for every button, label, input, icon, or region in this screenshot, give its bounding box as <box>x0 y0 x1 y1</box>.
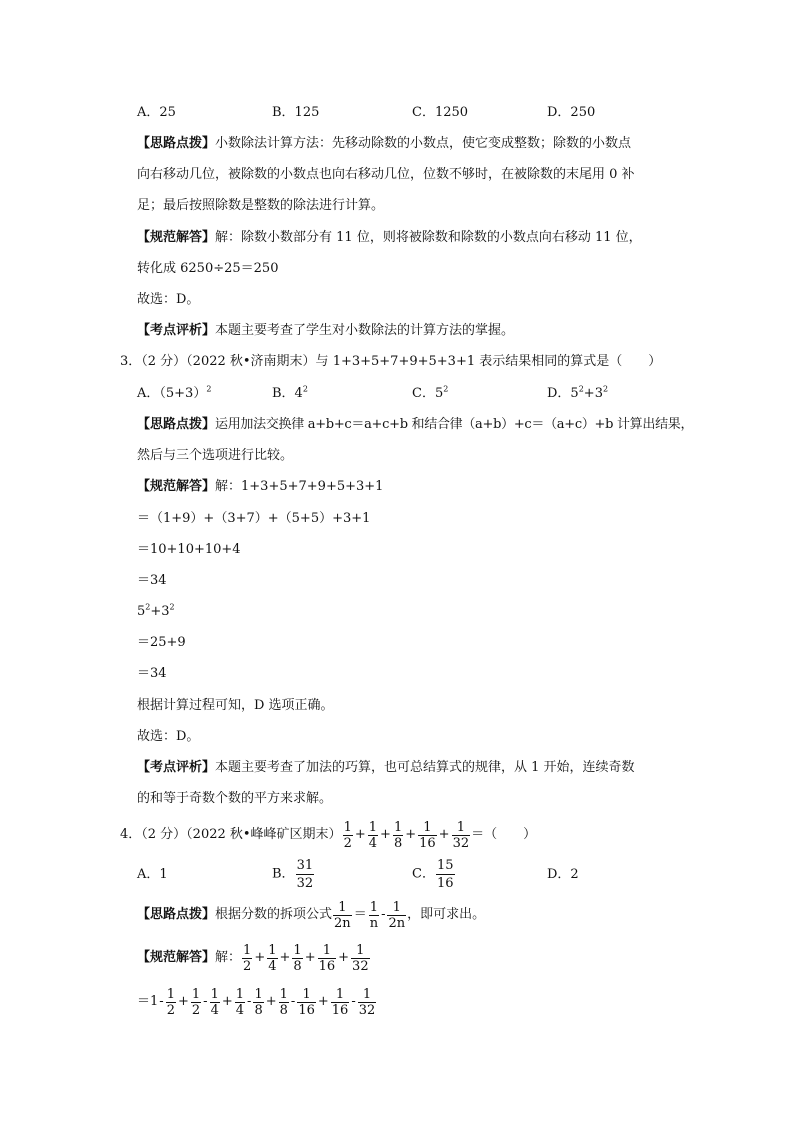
q4-stem-prefix: 4．（2 分）（2022 秋•峰峰矿区期末） <box>120 827 342 842</box>
q2-option-b: B．125 <box>272 105 320 120</box>
q4-solution-plus: + <box>338 950 350 965</box>
q3-solution-line-1 <box>137 479 383 495</box>
q3-option-b-base: B．4 <box>272 386 303 401</box>
q4-solution-fraction-denominator: 8 <box>293 958 302 974</box>
q4-option-b-numerator: 31 <box>296 858 314 873</box>
q4-hint-fraction-2-num: 1 <box>369 899 379 915</box>
q3-hint-text-1: 运用加法交换律 a+b+c＝a+c+b 和结合律（a+b）+c＝（a+c）+b 计算出结果， <box>215 417 694 432</box>
q4-stem-fraction <box>418 820 437 851</box>
q4-stem-fraction-denominator: 8 <box>393 835 403 851</box>
q4-solution-fraction <box>242 943 252 974</box>
q4-step-minus: - <box>351 994 356 1009</box>
q4-step-fraction <box>279 987 289 1018</box>
q2-review-tag: 【考点评析】 <box>137 323 216 338</box>
q4-step-fraction <box>235 987 245 1018</box>
q4-hint-fraction-3-den: 2n <box>388 915 406 931</box>
q4-step-fraction-numerator: 1 <box>331 987 350 1003</box>
q4-step-fraction-denominator: 8 <box>279 1002 288 1018</box>
q4-solution-fraction-denominator: 32 <box>352 958 369 974</box>
q4-option-b-denominator: 32 <box>296 876 314 891</box>
q4-stem-fraction-denominator: 32 <box>452 835 470 851</box>
q4-step-fraction-denominator: 4 <box>235 1002 245 1018</box>
q4-option-c-numerator: 15 <box>436 858 454 873</box>
q3-step-5: ＝34 <box>137 666 167 681</box>
q3-expr2-b: +3 <box>150 604 170 619</box>
q3-option-c-exp: 2 <box>443 384 449 394</box>
q4-solution-fraction-denominator: 16 <box>318 958 336 974</box>
q3-option-d <box>547 386 608 402</box>
q4-step-fraction-denominator: 8 <box>254 1002 263 1018</box>
q4-step-minus: - <box>247 994 252 1009</box>
q4-step-fraction-numerator: 1 <box>358 987 377 1003</box>
q4-hint-fraction-1 <box>333 900 352 931</box>
q4-stem-fraction-numerator: 1 <box>393 819 403 835</box>
q4-hint-minus: - <box>381 907 386 922</box>
q2-review-text: 本题主要考查了学生对小数除法的计算方法的掌握。 <box>215 323 515 338</box>
q3-step-1: ＝（1+9）+（3+7）+（5+5）+3+1 <box>137 511 371 526</box>
q4-hint-tag: 【思路点拨】 <box>137 907 216 922</box>
q4-step-plus: + <box>177 994 189 1009</box>
q4-solution-fraction-numerator: 1 <box>243 942 252 958</box>
q4-solution-plus: + <box>304 950 316 965</box>
q2-review <box>137 323 514 339</box>
q4-hint-equals: ＝ <box>353 907 367 922</box>
q3-option-c <box>412 386 448 402</box>
q4-step-fraction-denominator: 32 <box>358 1002 376 1018</box>
q4-step-fraction <box>191 987 201 1018</box>
q4-hint-end: ，即可求出。 <box>407 907 486 922</box>
q3-option-d-exp: 2 <box>578 384 584 394</box>
q3-expr2-exp1: 2 <box>145 602 151 612</box>
q3-review-line-1 <box>137 760 635 776</box>
q3-option-a <box>137 386 211 402</box>
q4-hint-fraction-1-den: 2n <box>334 915 351 931</box>
q3-step-3: ＝34 <box>137 573 167 588</box>
q3-solution-text-1: 解：1+3+5+7+9+5+3+1 <box>215 479 384 494</box>
q4-hint-text: 根据分数的拆项公式 <box>215 907 333 922</box>
q3-step-4: ＝25+9 <box>137 635 186 650</box>
q4-step-plus: + <box>221 994 233 1009</box>
q4-step-expression <box>158 986 377 1018</box>
q4-solution-plus: + <box>279 950 291 965</box>
q4-solution-fraction <box>351 943 370 974</box>
q2-solution-tag: 【规范解答】 <box>137 230 216 245</box>
q2-hint-tag: 【思路点拨】 <box>137 136 216 151</box>
q4-step-fraction-numerator: 1 <box>210 986 219 1002</box>
q4-solution-fraction-numerator: 1 <box>293 942 302 958</box>
q3-hint-tag: 【思路点拨】 <box>137 417 216 432</box>
q4-step-fraction-numerator: 1 <box>191 986 201 1002</box>
q4-option-c-label: C． <box>412 866 435 882</box>
q4-stem-fraction <box>452 820 471 851</box>
q4-solution-fraction-denominator: 4 <box>268 958 277 974</box>
q4-stem-suffix: ＝（ ） <box>471 827 537 842</box>
q3-review-text-1: 本题主要考查了加法的巧算，也可总结算式的规律，从 1 开始，连续奇数 <box>215 760 635 775</box>
q4-hint-fraction-2-den: n <box>369 915 379 931</box>
q4-option-c-denominator: 16 <box>436 876 454 891</box>
q2-solution-line-1 <box>137 230 642 246</box>
q4-solution-fraction-numerator: 1 <box>318 943 337 959</box>
q3-option-a-exp: 2 <box>206 384 212 394</box>
q4-step-fraction-numerator: 1 <box>297 987 316 1003</box>
q2-hint-text-1: 小数除法计算方法：先移动除数的小数点，使它变成整数；除数的小数点 <box>215 136 632 151</box>
q4-solution-expression <box>241 942 371 974</box>
q3-answer: 故选：D。 <box>137 729 200 744</box>
q4-solution-line-1 <box>137 941 371 976</box>
q4-hint-fraction-3 <box>387 900 406 931</box>
q4-step-minus: - <box>203 994 208 1009</box>
q4-stem-fraction <box>343 820 353 851</box>
q4-stem <box>120 818 536 853</box>
q4-solution-fraction-numerator: 1 <box>268 942 277 958</box>
q4-solution-fraction-denominator: 2 <box>243 958 252 974</box>
q4-stem-plus: + <box>354 827 366 842</box>
q4-step-fraction-denominator: 4 <box>210 1002 219 1018</box>
q4-option-d: D．2 <box>547 867 579 882</box>
q4-hint-fraction-3-num: 1 <box>387 900 406 916</box>
q4-step-fraction-numerator: 1 <box>235 986 245 1002</box>
q4-stem-fraction-denominator: 2 <box>343 835 352 851</box>
q4-step-fraction <box>253 987 263 1018</box>
q2-answer: 故选：D。 <box>137 292 200 307</box>
q4-step-fraction <box>331 987 350 1018</box>
q3-option-d-base: D．5 <box>547 386 579 401</box>
q4-stem-fraction-numerator: 1 <box>452 820 471 836</box>
q3-option-b-exp: 2 <box>302 384 308 394</box>
q2-hint-line-1 <box>137 136 631 152</box>
q4-step-fraction <box>166 987 176 1018</box>
q4-stem-plus: + <box>438 827 450 842</box>
q4-hint-fraction-1-num: 1 <box>333 900 352 916</box>
q4-step-fraction-numerator: 1 <box>254 986 263 1002</box>
q4-step-minus: - <box>290 994 296 1009</box>
q3-expression-2 <box>137 604 175 620</box>
q4-step-prefix: ＝1 <box>137 994 159 1009</box>
q4-step-fraction <box>210 987 220 1018</box>
q2-hint-line-3: 足；最后按照除数是整数的除法进行计算。 <box>137 198 385 213</box>
q3-hint-line-1 <box>137 417 693 433</box>
q4-option-b-fraction <box>296 857 315 892</box>
q4-step-minus: - <box>159 994 164 1009</box>
q2-solution-line-2: 转化成 6250÷25＝250 <box>137 261 279 276</box>
q3-option-d-exp2: 2 <box>602 384 609 394</box>
q4-solution-fraction <box>267 943 277 974</box>
q4-step-fraction-numerator: 1 <box>279 986 288 1002</box>
q3-option-c-base: C．5 <box>412 386 444 401</box>
q4-stem-plus: + <box>380 827 391 842</box>
q3-hint-line-2: 然后与三个选项进行比较。 <box>137 448 294 463</box>
q4-stem-expression <box>342 819 472 851</box>
q4-solution-plus: + <box>254 950 266 965</box>
q4-step-fraction <box>297 987 316 1018</box>
q3-expr2-a: 5 <box>137 604 146 619</box>
q4-solution-fraction <box>318 943 337 974</box>
q4-step-fraction-denominator: 2 <box>191 1002 201 1018</box>
q3-expr2-exp2: 2 <box>169 602 175 612</box>
q4-step-plus: + <box>265 994 277 1009</box>
q4-solution-tag: 【规范解答】 <box>137 950 216 965</box>
q4-step-fraction <box>358 987 377 1018</box>
q2-hint-line-2: 向右移动几位，被除数的小数点也向右移动几位，位数不够时，在被除数的末尾用 0 补 <box>137 167 635 182</box>
q2-option-a: A．25 <box>137 105 176 120</box>
q4-step-fraction-denominator: 2 <box>166 1002 175 1018</box>
q4-stem-fraction-numerator: 1 <box>368 819 378 835</box>
q4-option-b-label: B． <box>272 866 295 882</box>
q4-solution-line-2 <box>137 985 377 1020</box>
q4-option-c-fraction <box>436 857 455 892</box>
q4-option-b <box>272 857 315 892</box>
q4-step-fraction-numerator: 1 <box>166 986 175 1002</box>
q3-stem: 3．（2 分）（2022 秋•济南期末）与 1+3+5+7+9+5+3+1 表示结果相同的算式是（ ） <box>120 354 662 369</box>
q4-stem-fraction-denominator: 16 <box>419 835 436 851</box>
q4-option-c <box>412 857 456 892</box>
q2-option-d: D．250 <box>547 105 596 120</box>
q3-review-tag: 【考点评析】 <box>137 760 216 775</box>
q3-solution-tag: 【规范解答】 <box>137 479 216 494</box>
q4-solution-fraction-numerator: 1 <box>351 943 370 959</box>
q3-review-line-2: 的和等于奇数个数的平方来求解。 <box>137 791 333 806</box>
q4-option-a: A．1 <box>137 867 168 882</box>
q3-option-d-tail: +3 <box>583 386 603 401</box>
q4-hint <box>137 898 485 933</box>
q4-stem-fraction-numerator: 1 <box>343 819 352 835</box>
q2-option-c: C．1250 <box>412 105 469 120</box>
q4-step-fraction-denominator: 16 <box>298 1002 315 1018</box>
q4-stem-plus: + <box>405 827 417 842</box>
q2-solution-text-1: 解：除数小数部分有 11 位，则将被除数和除数的小数点向右移动 11 位， <box>215 230 642 245</box>
q3-option-b <box>272 386 308 402</box>
q4-solution-fraction <box>292 943 302 974</box>
q4-step-fraction-denominator: 16 <box>331 1002 349 1018</box>
q4-stem-fraction <box>368 820 378 851</box>
q3-option-a-base: A．（5+3） <box>137 386 207 401</box>
q4-hint-fraction-2 <box>369 900 379 931</box>
q4-stem-fraction <box>393 820 403 851</box>
q4-step-plus: + <box>317 994 329 1009</box>
q4-stem-fraction-denominator: 4 <box>368 835 378 851</box>
q3-conclusion: 根据计算过程可知，D 选项正确。 <box>137 698 334 713</box>
q4-stem-fraction-numerator: 1 <box>418 820 437 836</box>
q3-step-2: ＝10+10+10+4 <box>137 542 241 557</box>
q4-solution-prefix: 解： <box>215 950 242 965</box>
